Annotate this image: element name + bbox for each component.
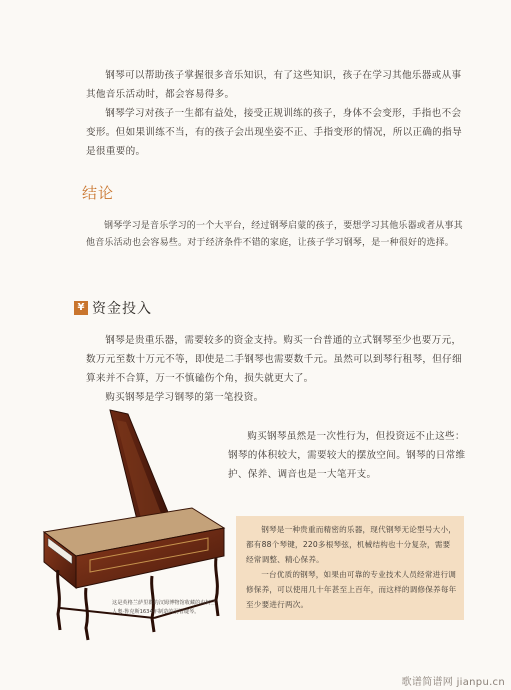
yen-icon: ¥ (74, 301, 88, 315)
photo-caption: 这是英格兰萨里郡的汉姆博物馆收藏的由柯兰人奥·鲁克斯1634年制造的羽管键琴。 (112, 600, 216, 615)
investment-title: 资金投入 (92, 301, 152, 317)
intro-paragraph-1: 钢琴可以帮助孩子掌握很多音乐知识，有了这些知识，孩子在学习其他乐器或从事其他音乐活动时，都会容易得多。 (86, 70, 462, 100)
conclusion-paragraph: 钢琴学习是音乐学习的一个大平台，经过钢琴启蒙的孩子，要想学习其他乐器或者从事其他音乐活动也会容易些。对于经济条件不错的家庭，让孩子学习钢琴，是一种很好的选择。 (86, 221, 463, 248)
investment-paragraph-3: 购买钢琴虽然是一次性行为，但投资远不止这些：钢琴的体积较大，需要较大的摆放空间。钢琴的日常维护、保养、调音也是一大笔开支。 (228, 431, 466, 480)
conclusion-heading: 结论 (82, 184, 115, 202)
intro-paragraph-2: 钢琴学习对孩子一生都有益处，接受正规训练的孩子，身体不会变形，手指也不会变形。但如果训练不当，有的孩子会出现坐姿不正、手指变形的情况，所以正确的指导是很重要的。 (86, 108, 462, 157)
info-box-paragraph-2: 一台优质的钢琴，如果由可靠的专业技术人员经常进行调修保养，可以使用几十年甚至上百年，而这样的调修保养每年至少要进行两次。 (246, 570, 457, 609)
info-box-paragraph-1: 钢琴是一种贵重而精密的乐器，现代钢琴无论型号大小，都有88个琴键，220多根琴弦，机械结构也十分复杂，需要经常调整、精心保养。 (246, 525, 457, 564)
investment-heading (74, 299, 152, 317)
investment-paragraph-2: 购买钢琴是学习钢琴的第一笔投资。 (105, 392, 264, 403)
watermark: 歌谱简谱网 jianpu.cn (401, 677, 505, 688)
info-box-text (246, 522, 458, 612)
investment-paragraph-1: 钢琴是贵重乐器，需要较多的资金支持。购买一台普通的立式钢琴至少也要万元，数万元至数十万元不等，即使是二手钢琴也需要数千元。虽然可以到琴行租琴，但仔细算来并不合算，万一不慎磕伤个角，损失就更大了。 (86, 335, 462, 384)
